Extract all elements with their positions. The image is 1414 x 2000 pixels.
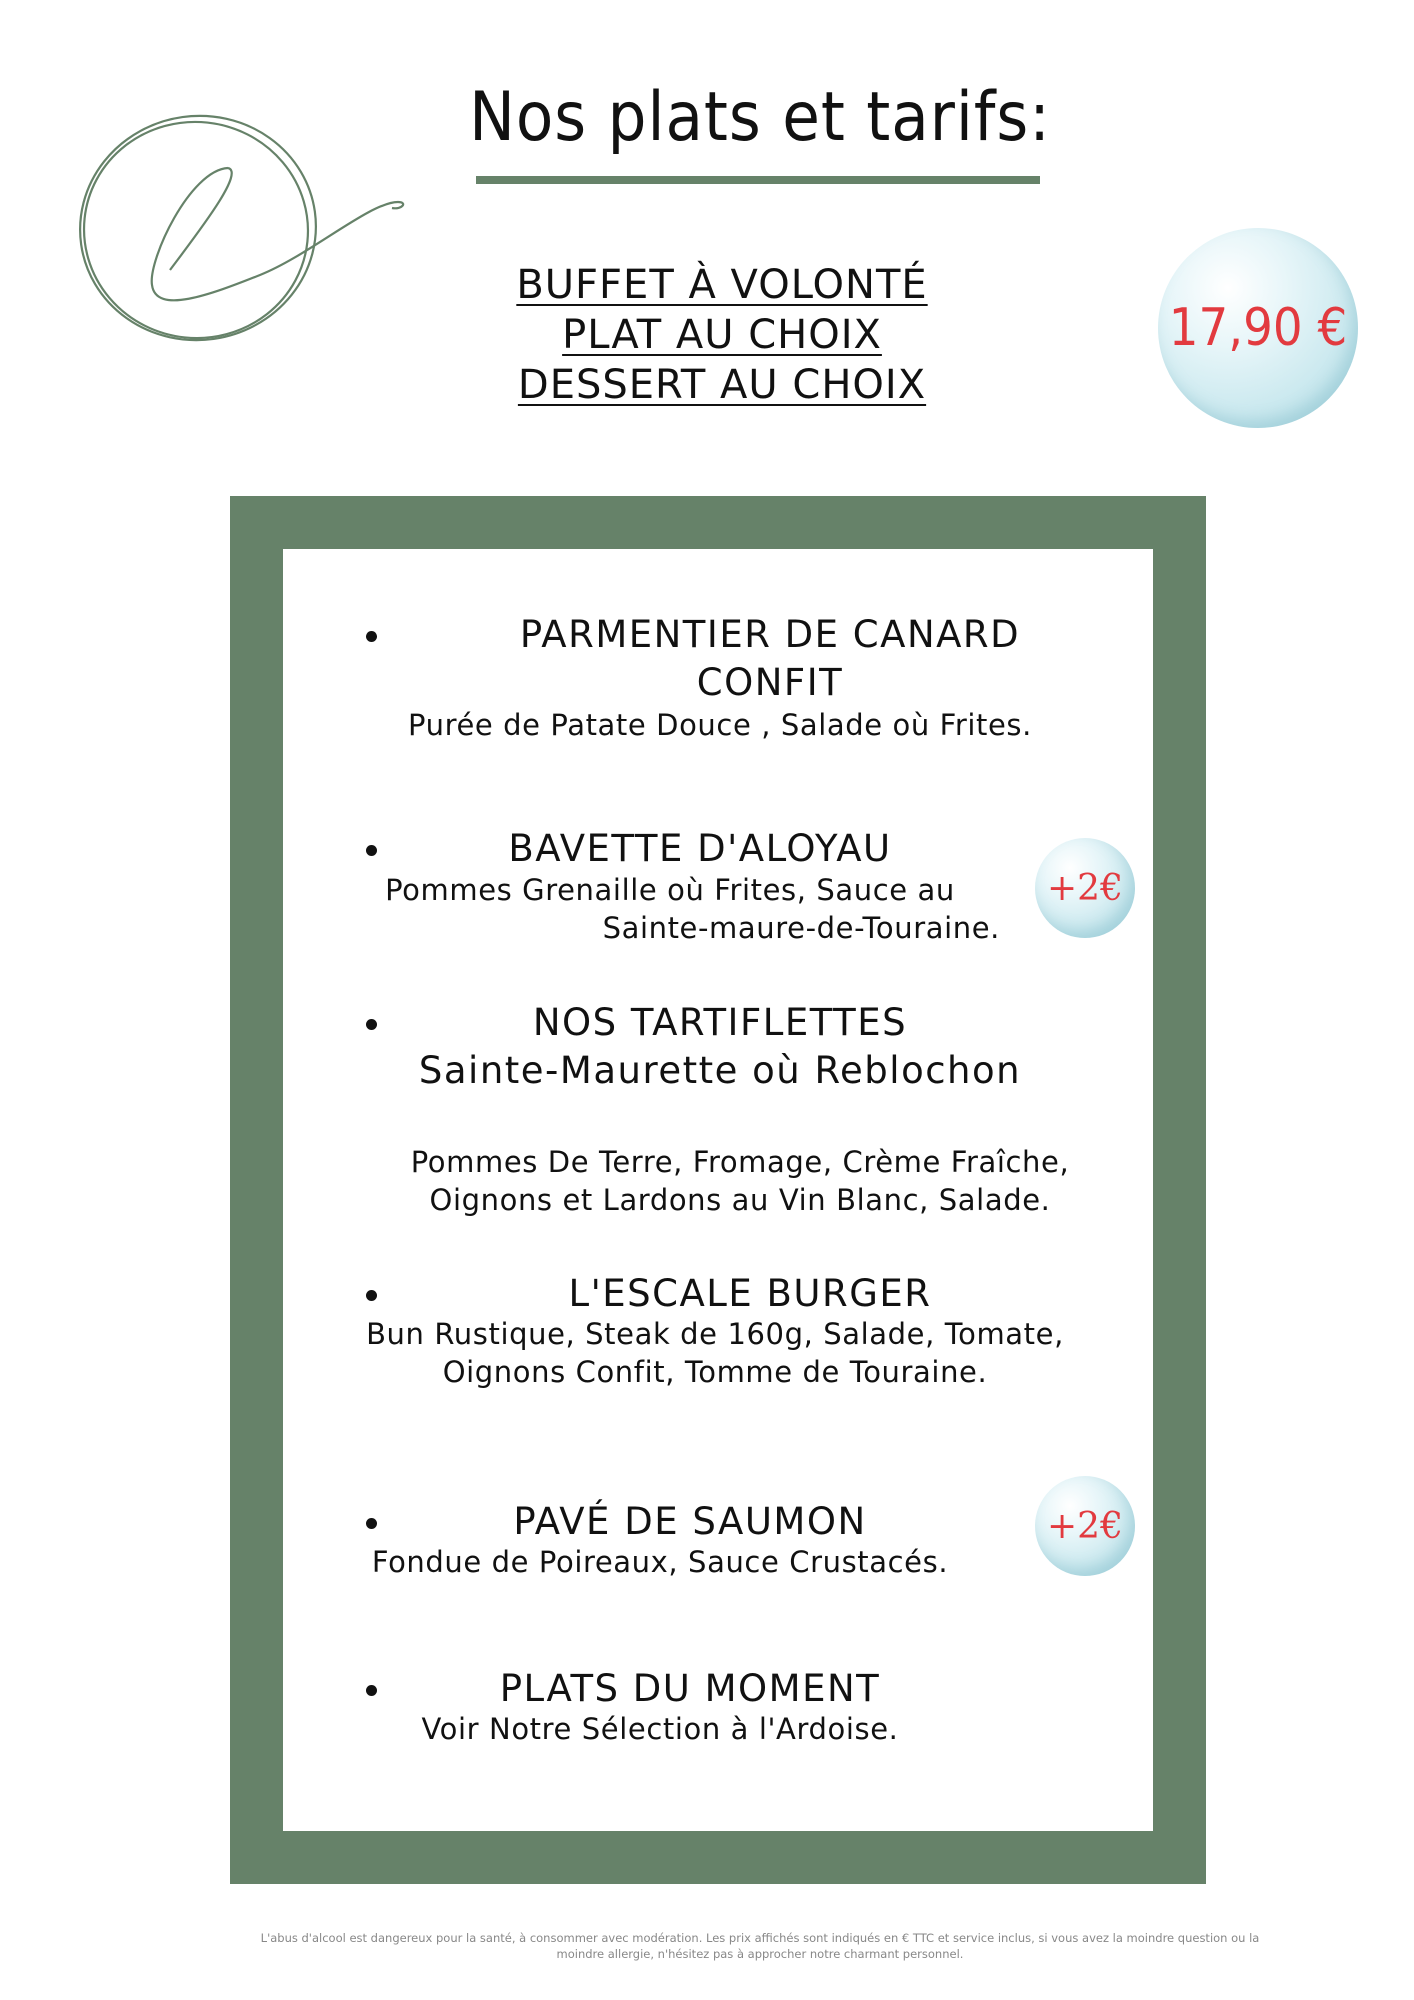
bullet-icon [366,631,377,642]
formula-line-dessert: DESSERT AU CHOIX [517,362,927,408]
dish-name: NOS TARTIFLETTES [532,1001,908,1044]
page-title: Nos plats et tarifs: [469,78,1051,157]
dish-name: PLATS DU MOMENT [499,1667,881,1710]
dish-description: Purée de Patate Douce , Salade où Frites. [408,708,1032,742]
title-underline [476,176,1040,184]
legal-footer [250,1930,1270,1962]
dish-description-continued: Oignons Confit, Tomme de Touraine. [442,1355,988,1389]
supplement-bubble [1035,838,1135,938]
dish-description: Fondue de Poireaux, Sauce Crustacés. [371,1545,949,1579]
dish-description-continued: Sainte-maure-de-Touraine. [602,911,1000,945]
dish-name: PAVÉ DE SAUMON [513,1500,867,1543]
footer-line: L'abus d'alcool est dangereux pour la santé, à consommer avec modération. Les prix affichés sont indiqués en € TTC et service inclus, si vous avez la moindre question ou la [260,1931,1260,1945]
dish-description: Pommes De Terre, Fromage, Crème Fraîche, [410,1145,1070,1179]
supplement-price: +2€ [1047,1505,1123,1547]
bullet-icon [366,1019,377,1030]
dish-variant: Sainte-Maurette où Reblochon [418,1049,1022,1092]
dish-name: L'ESCALE BURGER [568,1272,932,1315]
bullet-icon [366,1685,377,1696]
formula-price: 17,90 € [1168,298,1348,358]
supplement-bubble [1035,1476,1135,1576]
dish-name-continued: CONFIT [696,661,844,704]
formula-line-buffet: BUFFET À VOLONTÉ [516,262,928,308]
dish-name: PARMENTIER DE CANARD [519,613,1021,656]
supplement-price: +2€ [1047,867,1123,909]
dish-description-continued: Oignons et Lardons au Vin Blanc, Salade. [429,1183,1051,1217]
logo-monogram-icon [70,110,420,360]
dish-description: Bun Rustique, Steak de 160g, Salade, Tomate, [366,1317,1064,1351]
bullet-icon [366,845,377,856]
bullet-icon [366,1290,377,1301]
dish-description: Voir Notre Sélection à l'Ardoise. [421,1712,899,1746]
dish-description: Pommes Grenaille où Frites, Sauce au [385,873,955,907]
dish-name: BAVETTE D'ALOYAU [508,827,892,870]
bullet-icon [366,1518,377,1529]
footer-line: moindre allergie, n'hésitez pas à approcher notre charmant personnel. [556,1947,964,1961]
price-bubble [1158,228,1358,428]
formula-line-plat: PLAT AU CHOIX [562,312,882,358]
